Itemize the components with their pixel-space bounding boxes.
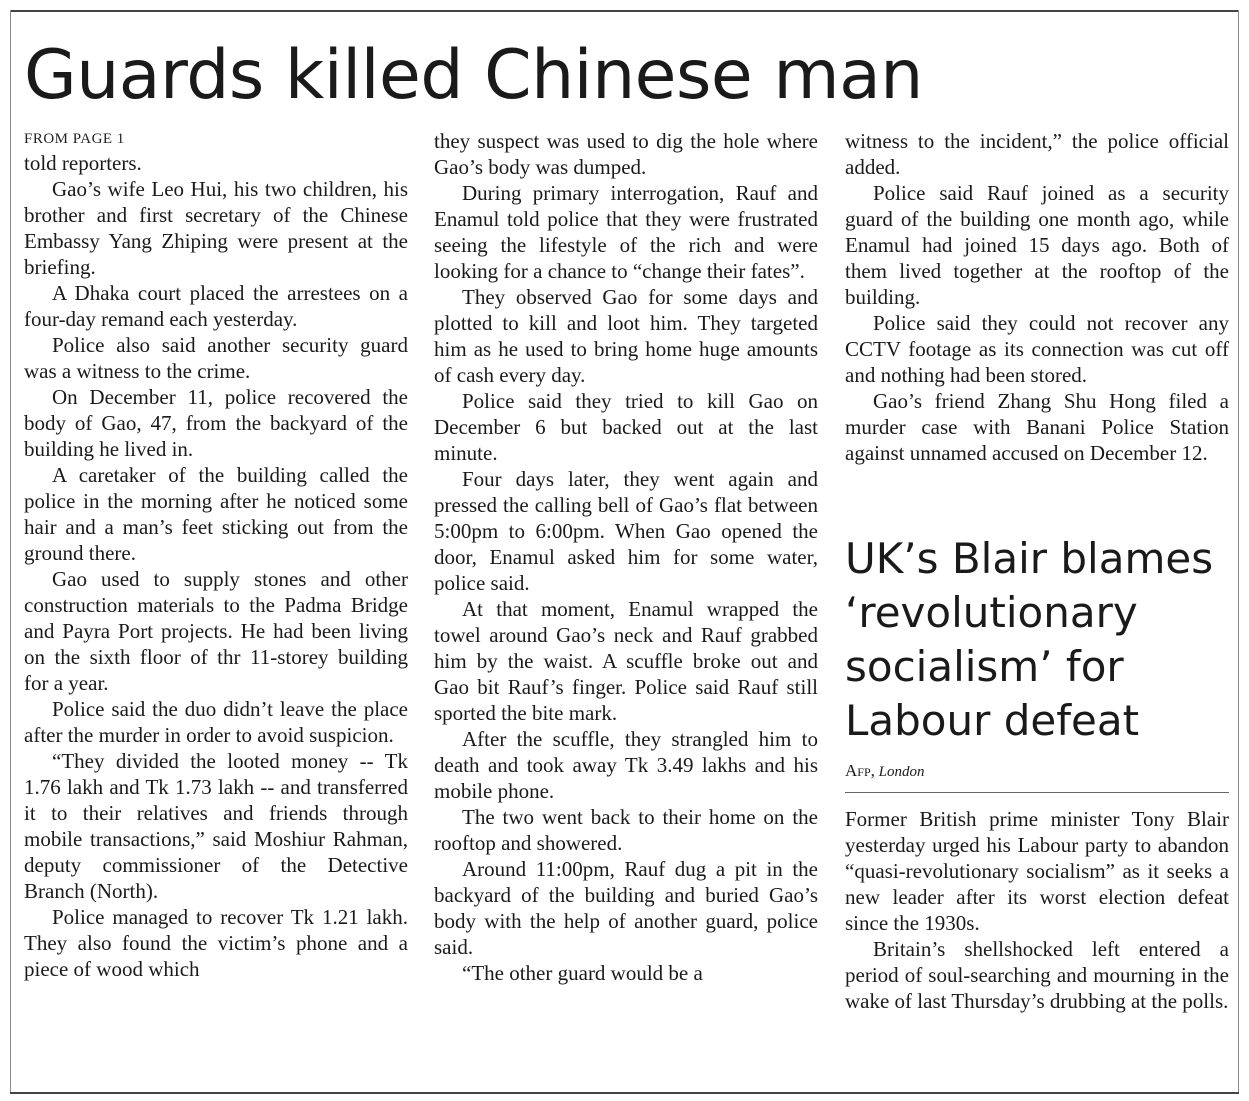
- paragraph: During primary interrogation, Rauf and Enamul told police that they were frustrated seeing the lifestyle of the rich and were looking for a chance to “change their fates”.: [434, 181, 818, 283]
- paragraph: On December 11, police recovered the body of Gao, 47, from the backyard of the building he lived in.: [24, 385, 408, 461]
- paragraph: Former British prime minister Tony Blair yesterday urged his Labour party to abandon “quasi-revolutionary socialism” as it seeks a new leader after its worst election defeat since the 1930s.: [845, 807, 1229, 935]
- paragraph: Gao used to supply stones and other construction materials to the Padma Bridge and Payra Port projects. He had been living on the sixth floor of thr 11-storey building for a year.: [24, 567, 408, 695]
- paragraph: “They divided the looted money -- Tk 1.76 lakh and Tk 1.73 lakh -- and transferred it to their relatives and friends through mobile transactions,” said Moshiur Rahman, deputy commissioner of the Detective Branch (North).: [24, 749, 408, 903]
- paragraph: They observed Gao for some days and plotted to kill and loot him. They targeted him as he used to bring home huge amounts of cash every day.: [434, 285, 818, 387]
- paragraph: “The other guard would be a: [462, 961, 703, 985]
- byline-place: London: [878, 764, 925, 780]
- article-headline: Guards killed Chinese man: [24, 36, 923, 115]
- byline-rule: [845, 792, 1229, 793]
- paragraph: Police said they could not recover any CCTV footage as its connection was cut off and nothing had been stored.: [845, 311, 1229, 387]
- second-story-headline: UK’s Blair blames ‘revolutionary socialism’ for Labour defeat: [845, 534, 1214, 745]
- paragraph: Police said Rauf joined as a security guard of the building one month ago, while Enamul had joined 15 days ago. Both of them lived together at the rooftop of the building.: [845, 181, 1229, 309]
- article-column-3: [845, 128, 1229, 466]
- paragraph: Around 11:00pm, Rauf dug a pit in the backyard of the building and buried Gao’s body with the help of another guard, police said.: [434, 857, 818, 959]
- paragraph: Police also said another security guard was a witness to the crime.: [24, 333, 408, 383]
- paragraph: Britain’s shellshocked left entered a period of soul-searching and mourning in the wake of last Thursday’s drubbing at the polls.: [845, 937, 1229, 1013]
- byline: [845, 760, 1229, 783]
- article-column-1: [24, 128, 408, 982]
- paragraph: After the scuffle, they strangled him to death and took away Tk 3.49 lakhs and his mobile phone.: [434, 727, 818, 803]
- paragraph: told reporters.: [24, 151, 142, 175]
- paragraph: Police said the duo didn’t leave the place after the murder in order to avoid suspicion.: [24, 697, 408, 747]
- paragraph: they suspect was used to dig the hole where Gao’s body was dumped.: [434, 129, 818, 179]
- continued-from-kicker: FROM PAGE 1: [24, 131, 125, 147]
- bottom-rule: [10, 1092, 1239, 1094]
- paragraph: Gao’s friend Zhang Shu Hong filed a murder case with Banani Police Station against unnamed accused on December 12.: [845, 389, 1229, 465]
- paragraph: witness to the incident,” the police official added.: [845, 129, 1229, 179]
- left-rule: [10, 10, 11, 1092]
- top-rule: [10, 10, 1239, 12]
- article-column-2: [434, 128, 818, 986]
- paragraph: Police managed to recover Tk 1.21 lakh. They also found the victim’s phone and a piece of wood which: [24, 905, 408, 981]
- paragraph: At that moment, Enamul wrapped the towel around Gao’s neck and Rauf grabbed him by the waist. A scuffle broke out and Gao bit Rauf’s finger. Police said Rauf still sported the bite mark.: [434, 597, 818, 725]
- paragraph: Gao’s wife Leo Hui, his two children, his brother and first secretary of the Chinese Embassy Yang Zhiping were present at the briefing.: [24, 177, 408, 279]
- byline-agency: Afp,: [845, 761, 875, 780]
- paragraph: Four days later, they went again and pressed the calling bell of Gao’s flat between 5:00pm to 6:00pm. When Gao opened the door, Enamul asked him for some water, police said.: [434, 467, 818, 595]
- paragraph: A caretaker of the building called the police in the morning after he noticed some hair and a man’s feet sticking out from the ground there.: [24, 463, 408, 565]
- second-story-body: [845, 806, 1229, 1014]
- right-rule: [1238, 10, 1239, 1092]
- paragraph: A Dhaka court placed the arrestees on a four-day remand each yesterday.: [24, 281, 408, 331]
- paragraph: The two went back to their home on the rooftop and showered.: [434, 805, 818, 855]
- paragraph: Police said they tried to kill Gao on December 6 but backed out at the last minute.: [434, 389, 818, 465]
